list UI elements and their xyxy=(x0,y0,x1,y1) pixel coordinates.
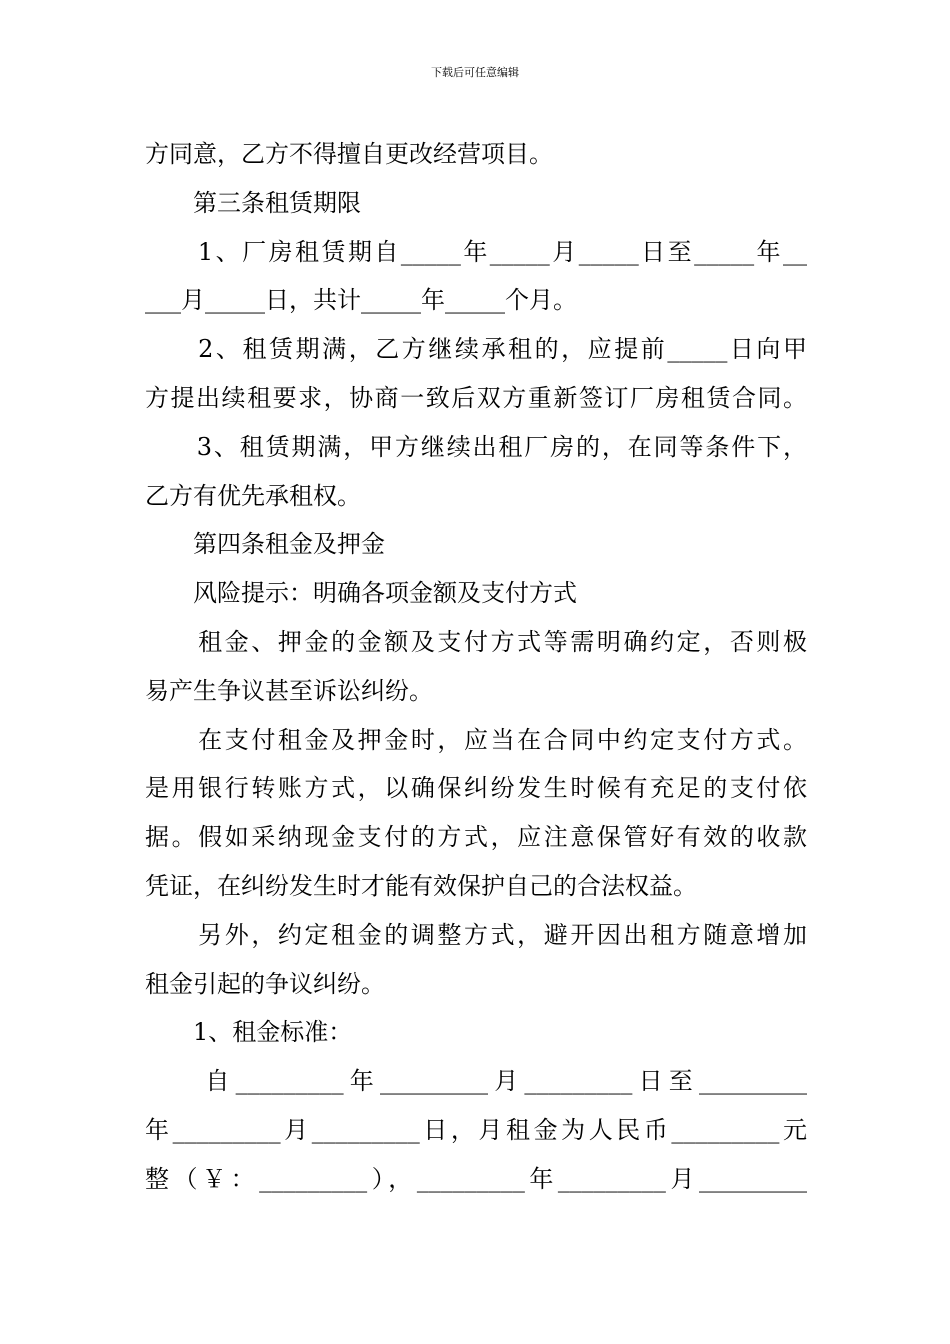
page-header: 下载后可任意编辑 xyxy=(431,66,519,79)
text-line: 另外，约定租金的调整方式，避开因出租方随意增加 xyxy=(145,920,807,949)
text-line: 租金引起的争议纠纷。 xyxy=(145,969,385,998)
text-line: 1、厂房租赁期自_____年_____月_____日至_____年__ xyxy=(145,237,807,266)
text-line: 易产生争议甚至诉讼纠纷。 xyxy=(145,676,433,705)
risk-note: 风险提示：明确各项金额及支付方式 xyxy=(145,579,577,608)
text-line: 凭证，在纠纷发生时才能有效保护自己的合法权益。 xyxy=(145,871,697,900)
text-line: 自_________年_________月_________日至_________ xyxy=(145,1067,807,1096)
text-line: 租金、押金的金额及支付方式等需明确约定，否则极 xyxy=(145,627,807,656)
text-line: 3、租赁期满，甲方继续出租厂房的，在同等条件下， xyxy=(145,432,807,461)
text-line: 在支付租金及押金时，应当在合同中约定支付方式。 xyxy=(145,725,807,754)
text-line: 1、租金标准： xyxy=(145,1018,353,1047)
text-line: 2、租赁期满，乙方继续承租的，应提前_____日向甲 xyxy=(145,335,807,364)
text-line: 整（￥：_________），_________年_________月_________ xyxy=(145,1164,807,1193)
contract-body xyxy=(145,130,807,1204)
text-line: 方同意，乙方不得擅自更改经营项目。 xyxy=(145,140,553,168)
section-heading-rent: 第四条租金及押金 xyxy=(145,530,385,559)
section-heading-term: 第三条租赁期限 xyxy=(145,188,361,217)
text-line: 方提出续租要求，协商一致后双方重新签订厂房租赁合同。 xyxy=(145,383,807,412)
text-line: 年_________月_________日，月租金为人民币_________元 xyxy=(145,1115,807,1144)
text-line: 据。假如采纳现金支付的方式，应注意保管好有效的收款 xyxy=(145,823,807,852)
text-line: 是用银行转账方式，以确保纠纷发生时候有充足的支付依 xyxy=(145,774,807,803)
text-line: 乙方有优先承租权。 xyxy=(145,481,361,510)
text-line: ___月_____日，共计_____年_____个月。 xyxy=(145,286,577,315)
